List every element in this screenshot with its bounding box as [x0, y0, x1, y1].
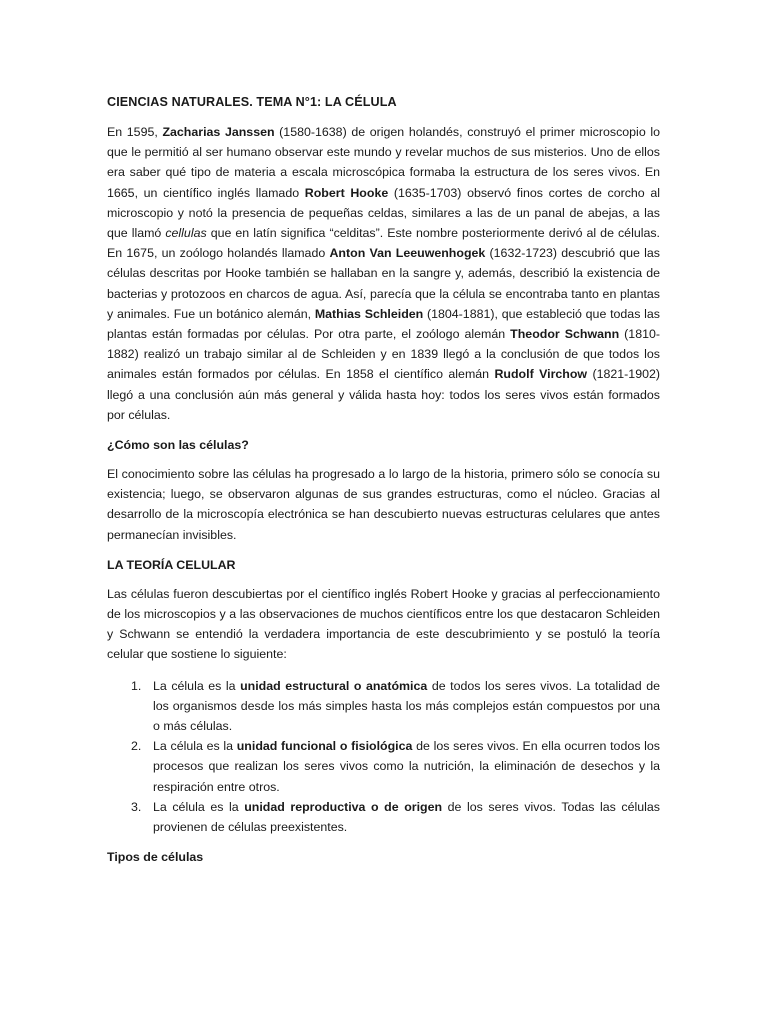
intro-text: (1804-1881), que estableció que todas las plantas están formadas por células. Por otra parte, el zoólogo alemán [107, 306, 660, 342]
list-item-bold-term: unidad estructural o anatómica [240, 678, 428, 693]
list-item-text: La célula es la [153, 799, 245, 814]
intro-text: (1821-1902) llegó a una conclusión aún más general y válida hasta hoy: todos los seres vivos están formados por células. [107, 367, 660, 422]
list-item [107, 797, 660, 837]
list-item-number: 3. [131, 799, 142, 814]
intro-bold-term: Theodor Schwann [510, 327, 620, 342]
intro-bold-term: Robert Hooke [304, 185, 389, 200]
page-title: CIENCIAS NATURALES. TEMA N°1: LA CÉLULA [107, 95, 397, 109]
como-paragraph: El conocimiento sobre las células ha progresado a lo largo de la historia, primero sólo se conocía su existencia; luego, se observaron algunas de sus grandes estructuras, como el núcleo. Gracias al desarrollo de la microscopía electrónica se han descubierto nuevas estructuras celulares que antes permanecían invisibles. [107, 467, 660, 542]
list-item-text: de los seres vivos. Todas las células provienen de células preexistentes. [153, 799, 660, 835]
intro-bold-term: Anton Van Leeuwenhogek [329, 246, 486, 261]
list-item-number: 1. [131, 678, 142, 693]
list-item [107, 676, 660, 737]
list-item-text: de los seres vivos. En ella ocurren todos los procesos que realizan los seres vivos como la nutrición, la eliminación de desechos y la respiración entre otros. [153, 739, 660, 794]
intro-text: que en latín significa “celditas”. Este nombre posteriormente derivó al de células. En 1675, un zoólogo holandés llamado [107, 226, 660, 261]
section-heading-como: ¿Cómo son las células? [107, 438, 249, 453]
list-item-bold-term: unidad reproductiva o de origen [244, 799, 443, 814]
list-item-text: La célula es la [153, 739, 237, 754]
intro-bold-term: Rudolf Virchow [494, 367, 588, 382]
list-item-text: La célula es la [153, 678, 241, 693]
section-heading-tipos: Tipos de células [107, 850, 204, 865]
section-heading-teoria: LA TEORÍA CELULAR [107, 557, 236, 572]
intro-text: (1632-1723) descubrió que las células descritas por Hooke también se hallaban en la sangre y, además, describió la existencia de bacterias y protozoos en charcos de agua. Así, parecía que la célula se encontraba tanto en plantas y animales. Fue un botánico alemán, [107, 246, 660, 321]
intro-bold-term: Mathias Schleiden [314, 306, 424, 321]
list-item-text: de todos los seres vivos. La totalidad de los organismos desde los más simples hasta los más complejos están compuestos por una o más células. [153, 678, 660, 734]
intro-text: (1810-1882) realizó un trabajo similar al de Schleiden y en 1839 llegó a la conclusión de que todos los animales están formados por células. En 1858 el científico alemán [107, 327, 661, 382]
intro-text: (1635-1703) observó finos cortes de corcho al microscopio y notó la presencia de pequeñas celdas, similares a las de un panal de abejas, a las que llamó [107, 185, 660, 241]
list-item-bold-term: unidad funcional o fisiológica [236, 739, 413, 754]
intro-bold-term: Zacharias Janssen [162, 125, 275, 139]
document-page [107, 93, 660, 866]
teoria-list [107, 676, 660, 838]
intro-italic-term: cellulas [165, 226, 207, 241]
list-item-number: 2. [131, 739, 142, 754]
intro-paragraph [107, 122, 660, 425]
list-item [107, 736, 660, 797]
intro-text: (1580-1638) de origen holandés, construyó el primer microscopio lo que le permitió al ser humano observar este mundo y revelar muchos de sus misterios. Uno de ellos era saber qué tipo de materia a escala microscópica formaba la estructura de los seres vivos. En 1665, un científico inglés llamado [107, 125, 660, 200]
teoria-paragraph: Las células fueron descubiertas por el científico inglés Robert Hooke y gracias al perfeccionamiento de los microscopios y a las observaciones de muchos científicos entre los que destacaron Schleiden y Schwann se entendió la verdadera importancia de este descubrimiento y se postuló la teoría celular que sostiene lo siguiente: [107, 586, 660, 662]
intro-text: En 1595, [107, 125, 163, 139]
